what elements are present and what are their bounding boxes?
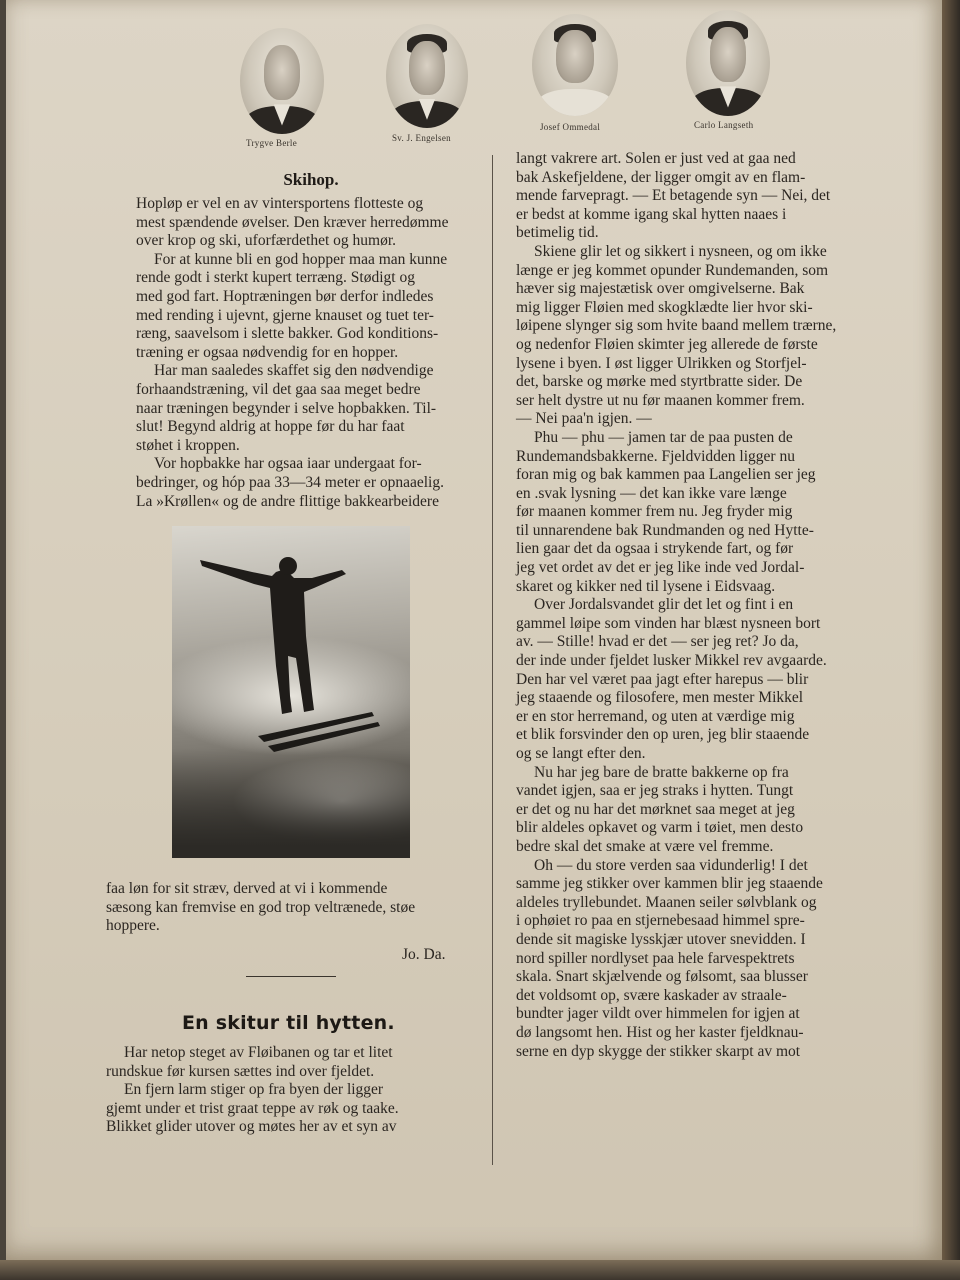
- text-line: over krop og ski, uforfærdethet og humør.: [136, 232, 397, 250]
- text-line: serne en dyp skygge der stikker skarpt av mot: [516, 1042, 801, 1060]
- text-line: Vor hopbakke har ogsaa iaar undergaat for-: [154, 455, 422, 473]
- text-line: faa løn for sit stræv, derved at vi i kommende: [106, 880, 388, 897]
- article-title: Skihop.: [283, 170, 339, 189]
- text-line: Phu — phu — jamen tar de paa pusten de: [534, 428, 793, 446]
- text-line: der inde under fjeldet lusker Mikkel rev avgaarde.: [516, 652, 827, 670]
- text-line: bedre skal det smake at være vel fremme.: [516, 837, 774, 855]
- article-skitur: [106, 1044, 486, 1137]
- article-body: [136, 195, 486, 511]
- text-line: bedringer, og hóp paa 33—34 meter er opnaaelig.: [136, 473, 444, 491]
- text-line: med rending i ujevnt, gjerne knauset og tuet ter-: [136, 306, 434, 324]
- text-line: til unnarendene bak Rundmanden og ned Hytte-: [516, 521, 814, 539]
- text-line: blir aldeles opkavet og varm i tøiet, men desto: [516, 819, 804, 837]
- text-line: nord spiller nordlyset paa hele farvespektrets: [516, 949, 795, 967]
- text-line: forhaandstræning, vil det gaa saa meget bedre: [136, 380, 421, 398]
- text-line: et blik forsvinder den op uren, jeg blir staaende: [516, 726, 810, 744]
- portrait-caption: Trygve Berle: [246, 138, 298, 148]
- text-line: længe er jeg kommet opunder Rundemanden, som: [516, 261, 829, 279]
- text-line: langt vakrere art. Solen er just ved at gaa ned: [516, 150, 796, 167]
- text-line: hæver sig majestætisk over omgivelserne. Bak: [516, 280, 805, 298]
- text-line: mende farvepragt. — Et betagende syn — Nei, det: [516, 187, 831, 205]
- text-line: Skiene glir let og sikkert i nysneen, og om ikke: [534, 242, 827, 260]
- text-line: ræng, saavelsom i slette bakker. God konditions-: [136, 325, 439, 343]
- text-line: jeg staaende og filosofere, men mester Mikkel: [516, 689, 804, 707]
- magazine-page: [6, 0, 942, 1262]
- text-line: En fjern larm stiger op fra byen der ligger: [124, 1081, 384, 1099]
- text-line: mig ligger Fløien med skogklædte lier hvor ski-: [516, 298, 813, 316]
- ski-jump-photo: [172, 526, 410, 858]
- text-line: ser helt dystre ut nu før maanen kommer frem.: [516, 391, 805, 409]
- text-line: rundskue før kursen sættes ind over fjeldet.: [106, 1062, 375, 1080]
- text-line: foran mig og bak kammen paa Langelien ser jeg: [516, 466, 816, 484]
- article-signature: Jo. Da.: [402, 946, 446, 963]
- portrait-caption: Josef Ommedal: [540, 122, 601, 132]
- text-line: samme jeg stikker over kammen blir jeg staaende: [516, 875, 823, 893]
- text-line: i ophøiet ro paa en stjernebesaad himmel spre-: [516, 912, 805, 930]
- portrait-photo: [686, 10, 770, 116]
- text-line: vandet igjen, saa er jeg straks i hytten. Tungt: [516, 782, 794, 800]
- text-line: og nedenfor Fløien skimter jeg allerede de første: [516, 335, 818, 353]
- text-line: aldeles tryllebundet. Maanen seiler sølvblank og: [516, 893, 817, 911]
- text-line: løipene slynger sig som hvite baand mellem trærne,: [516, 317, 837, 335]
- text-line: betimelig tid.: [516, 224, 599, 242]
- portrait-photo: [386, 24, 468, 128]
- text-line: støhet i kroppen.: [136, 436, 240, 454]
- text-line: er en stor herremand, og uten at værdige mig: [516, 707, 795, 725]
- article-skihop-continued: [106, 880, 486, 936]
- portrait-caption: Carlo Langseth: [694, 120, 754, 130]
- text-line: av. — Stille! hvad er det — ser jeg ret? Jo da,: [516, 633, 799, 651]
- portrait-photo: [240, 28, 324, 134]
- text-line: er bedst at komme igang skal hytten naaes i: [516, 205, 787, 223]
- text-line: dø langsomt hen. Hist og her kaster fjeldknau-: [516, 1023, 804, 1041]
- column-divider: [492, 155, 493, 1165]
- text-line: Over Jordalsvandet glir det let og fint i en: [534, 596, 794, 614]
- text-line: Har man saaledes skaffet sig den nødvendige: [154, 362, 434, 380]
- text-line: slut! Begynd aldrig at hoppe før du har faat: [136, 418, 405, 436]
- text-line: sæsong kan fremvise en god trop veltrænede, støe: [106, 898, 416, 916]
- text-line: det, barske og mørke med styrtbratte sider. De: [516, 373, 803, 391]
- text-line: rende godt i sterkt kupert terræng. Stødigt og: [136, 269, 415, 287]
- text-line: gammel løipe som vinden har blæst nysneen bort: [516, 614, 821, 632]
- text-line: jeg vet ordet av det er jeg like inde ved Jordal-: [516, 559, 805, 577]
- text-line: Den har vel været paa jagt efter harepus — blir: [516, 670, 809, 688]
- text-line: bundter jager vildt over himmelen for igjen at: [516, 1005, 800, 1023]
- article-skihop: [136, 170, 486, 511]
- section-divider: [246, 976, 336, 977]
- text-line: Oh — du store verden saa vidunderlig! I det: [534, 856, 808, 874]
- text-line: og se langt efter den.: [516, 745, 646, 762]
- text-line: træning er ogsaa nødvendig for en hopper.: [136, 343, 399, 361]
- text-line: før maanen kommer frem nu. Jeg fryder mig: [516, 503, 793, 521]
- text-line: er det og nu har det mørknet saa meget at jeg: [516, 800, 795, 818]
- text-line: Hopløp er vel en av vintersportens flotteste og: [136, 195, 424, 212]
- article-skitur-continued: [516, 150, 916, 1061]
- text-line: det voldsomt op, svære kaskader av straale-: [516, 986, 787, 1004]
- text-line: mest spændende øvelser. Den kræver herredømme: [136, 213, 449, 231]
- text-line: skala. Snart skjælvende og følsomt, saa blusser: [516, 968, 808, 986]
- text-line: Har netop steget av Fløibanen og tar et litet: [124, 1044, 393, 1061]
- text-line: en .svak lysning — det kan ikke vare længe: [516, 484, 787, 502]
- text-line: Blikket glider utover og møtes her av et syn av: [106, 1118, 397, 1136]
- ski-jumper-figure: [172, 526, 410, 858]
- portrait-caption: Sv. J. Engelsen: [392, 133, 451, 143]
- text-line: Rundemandsbakkerne. Fjeldvidden ligger nu: [516, 447, 795, 465]
- portrait-photo: [532, 14, 618, 116]
- book-edge: [942, 0, 960, 1280]
- text-line: — Nei paa'n igjen. —: [516, 410, 652, 428]
- text-line: La »Krøllen« og de andre flittige bakkearbeidere: [136, 492, 439, 510]
- table-surface: [0, 1260, 960, 1280]
- text-line: med god fart. Hoptræningen bør derfor indledes: [136, 287, 434, 305]
- text-line: lien gaar det da ogsaa i strykende fart, og før: [516, 540, 794, 558]
- text-line: lysene i byen. I øst ligger Ulrikken og Storfjel-: [516, 354, 807, 372]
- text-line: bak Askefjeldene, der ligger omgit av en flam-: [516, 168, 806, 186]
- article-title: En skitur til hytten.: [182, 1012, 395, 1034]
- text-line: gjemt under et trist graat teppe av røk og taake.: [106, 1099, 399, 1117]
- text-line: skaret og kikker ned til lysene i Eidsvaag.: [516, 577, 776, 595]
- text-line: hoppere.: [106, 917, 160, 935]
- text-line: Nu har jeg bare de bratte bakkerne op fra: [534, 763, 789, 781]
- text-line: For at kunne bli en god hopper maa man kunne: [154, 250, 448, 268]
- text-line: dende sit magiske lysskjær utover snevidden. I: [516, 930, 806, 948]
- text-line: naar træningen begynder i selve hopbakken. Til-: [136, 399, 437, 417]
